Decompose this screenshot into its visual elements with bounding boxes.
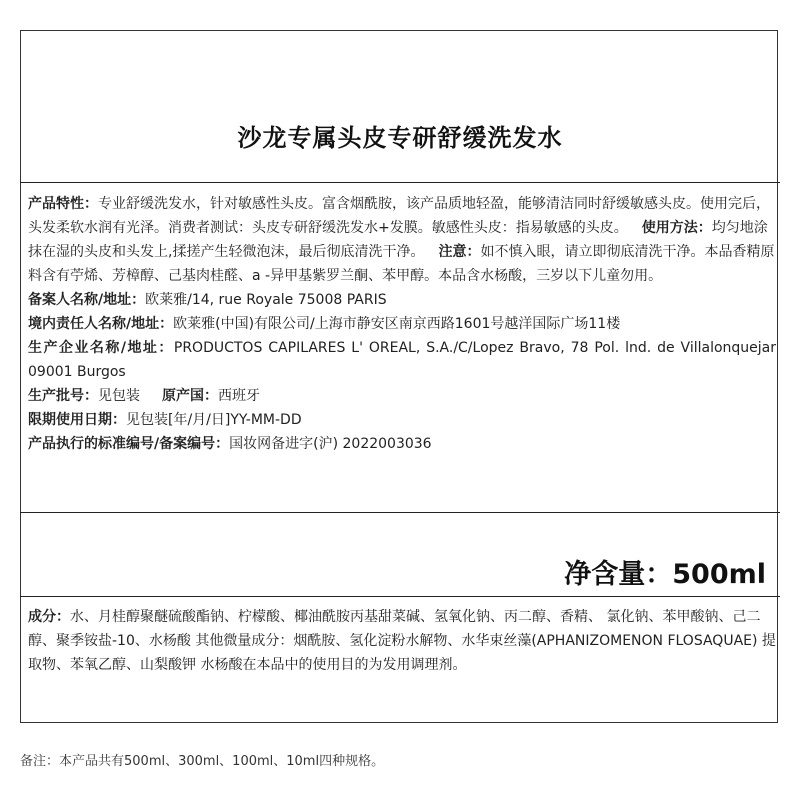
domestic-agent-label: 境内责任人名称/地址：	[28, 316, 174, 332]
batch-origin-line	[28, 384, 776, 408]
ingredients-paragraph	[28, 605, 776, 677]
product-title: 沙龙专属头皮专研舒缓洗发水	[237, 124, 563, 152]
divider-top	[20, 182, 780, 183]
characteristics-text: 专业舒缓洗发水，针对敏感性头皮。富含烟酰胺，该产品质地轻盈，能够清洁同时舒缓敏感头皮。使用完后，头发柔软水润有光泽。消费者测试：头皮专研舒缓洗发水+发膜。敏感性头皮：指易敏感的头皮。	[28, 196, 770, 236]
net-content: 净含量：500ml	[564, 559, 766, 590]
origin-value: 西班牙	[218, 388, 260, 404]
ingredients-label: 成分：	[28, 609, 70, 625]
characteristics-label: 产品特性：	[28, 196, 98, 212]
batch-label: 生产批号：	[28, 388, 98, 404]
standard-line	[28, 432, 776, 456]
batch-value: 见包装	[98, 388, 140, 404]
manufacturer-line	[28, 336, 776, 384]
domestic-agent-value: 欧莱雅(中国)有限公司/上海市静安区南京西路1601号越洋国际广场11楼	[173, 316, 621, 332]
caution-label: 注意：	[438, 244, 481, 260]
ingredients-text: 水、月桂醇聚醚硫酸酯钠、柠檬酸、椰油酰胺丙基甜菜碱、氢氧化钠、丙二醇、香精、 氯化钠、苯甲酸钠、己二醇、聚季铵盐-10、水杨酸 其他微量成分：烟酰胺、氢化淀粉水解物、水华束丝藻(APHANIZOMENON FLOSAQUAE) 提取物、苯氧乙醇、山梨酸钾 水杨酸在本品中的使用目的为发用调理剂。	[28, 609, 776, 673]
usage-text: 均匀地涂抹在湿的头皮和头发上,揉搓产生轻微泡沫，最后彻底清洗干净。	[28, 220, 768, 260]
divider-bottom	[20, 596, 780, 597]
filer-line	[28, 288, 776, 312]
caution-text: 如不慎入眼，请立即彻底清洗干净。本品香精原料含有苧烯、芳樟醇、己基肉桂醛、a -异甲基紫罗兰酮、苯甲醇。本品含水杨酸，三岁以下儿童勿用。	[28, 244, 775, 284]
filer-label: 备案人名称/地址：	[28, 292, 146, 308]
manufacturer-label: 生产企业名称/地址：	[28, 340, 174, 356]
filer-value: 欧莱雅/14, rue Royale 75008 PARIS	[145, 292, 387, 308]
expiry-label: 限期使用日期：	[28, 412, 126, 428]
standard-value: 国妆网备进字(沪) 2022003036	[229, 436, 432, 452]
characteristics-paragraph	[28, 192, 776, 288]
expiry-value: 见包装[年/月/日]YY-MM-DD	[126, 412, 302, 428]
product-info-block	[28, 192, 776, 456]
standard-label: 产品执行的标准编号/备案编号：	[28, 436, 230, 452]
origin-label: 原产国：	[162, 388, 218, 404]
remark-note: 备注：本产品共有500ml、300ml、100ml、10ml四种规格。	[20, 754, 385, 769]
ingredients-block	[28, 605, 776, 677]
expiry-line	[28, 408, 776, 432]
manufacturer-value: PRODUCTOS CAPILARES L' OREAL, S.A./C/Lopez Bravo, 78 Pol. lnd. de Villalonquejar 09001 Burgos	[28, 340, 776, 380]
divider-middle	[20, 512, 780, 513]
usage-label: 使用方法：	[641, 220, 712, 236]
domestic-agent-line	[28, 312, 776, 336]
